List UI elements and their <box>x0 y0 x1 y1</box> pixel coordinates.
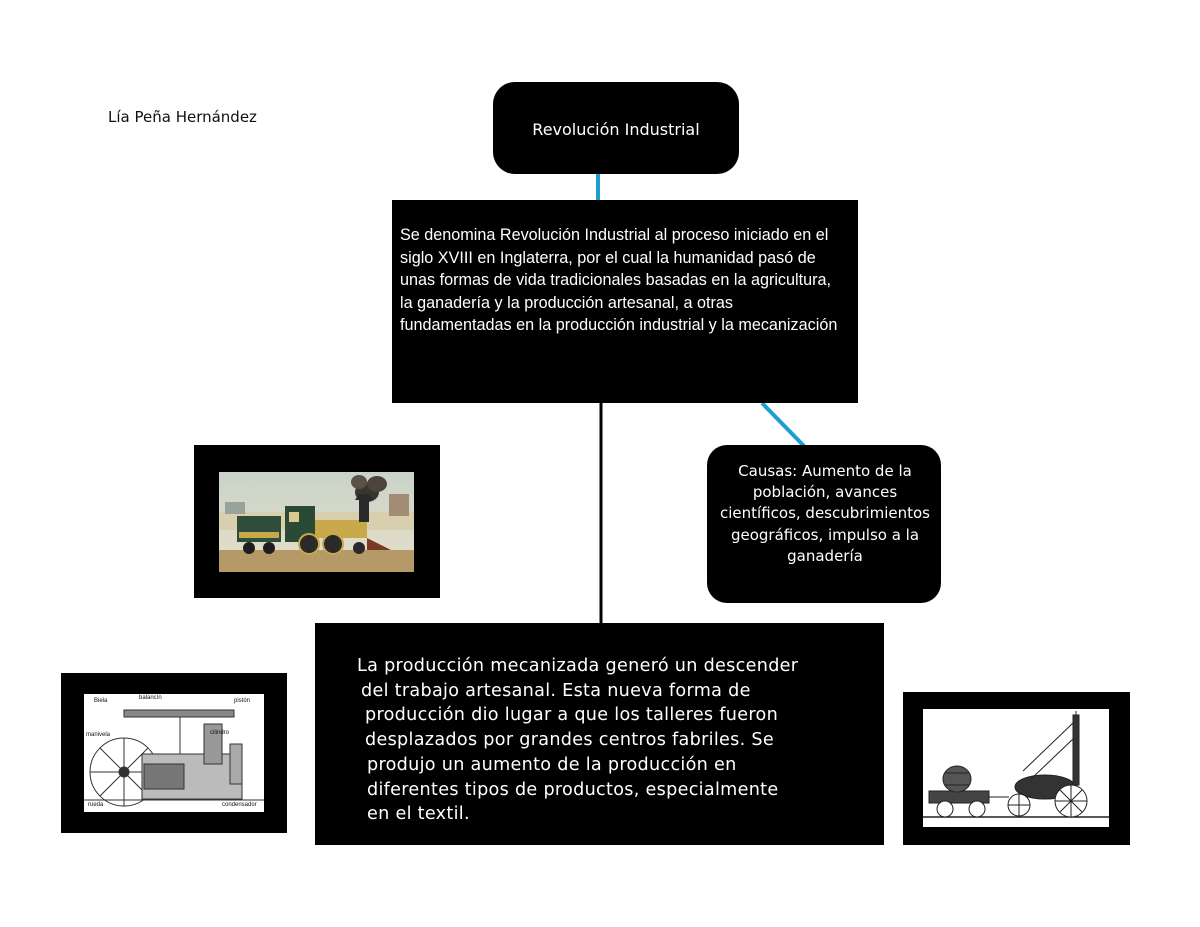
production-node <box>315 623 884 845</box>
steam-engine-drawing <box>84 694 264 812</box>
production-line: del trabajo artesanal. Esta nueva forma de <box>361 680 751 701</box>
engine-label-manivela: manivela <box>86 732 111 738</box>
engine-label-condensador: condensador <box>222 802 257 808</box>
engine-label-rueda: rueda <box>88 802 104 808</box>
author-name: Lía Peña Hernández <box>108 108 257 126</box>
steam-engine-diagram-frame <box>61 673 287 833</box>
engine-label-biela: Biela <box>94 698 108 704</box>
locomotive-painting-image <box>219 472 414 572</box>
definition-node <box>392 200 858 403</box>
engine-label-piston: pistón <box>234 698 251 704</box>
causes-node <box>707 445 941 603</box>
locomotive-painting-frame <box>194 445 440 598</box>
title-text: Revolución Industrial <box>532 119 700 139</box>
engine-label-balancin: balancín <box>139 695 162 701</box>
production-line: diferentes tipos de productos, especialmente <box>367 779 779 800</box>
rocket-locomotive-image <box>923 709 1109 827</box>
production-line: en el textil. <box>367 804 470 825</box>
production-line: desplazados por grandes centros fabriles. Se <box>365 730 774 751</box>
engine-label-cilindro: cilindro <box>210 730 230 736</box>
production-line: La producción mecanizada generó un descender <box>357 656 799 676</box>
title-node <box>493 82 739 174</box>
definition-text: Se denomina Revolución Industrial al proceso iniciado en el siglo XVIII en Inglaterra, por el cual la humanidad pasó de unas formas de vida tradicionales basadas en la agricultura, la ganadería y la producción artesanal, a otras fundamentadas en la producción industrial y la mecanización <box>400 226 838 335</box>
rocket-locomotive-frame <box>903 692 1130 845</box>
steam-engine-diagram <box>84 694 264 812</box>
production-line: producción dio lugar a que los talleres fueron <box>365 705 779 726</box>
definition-to-causes-connector <box>762 403 804 446</box>
production-line: produjo un aumento de la producción en <box>367 754 737 775</box>
causes-text: Causas: Aumento de la población, avances científicos, descubrimientos geográficos, impulso a la ganadería <box>720 462 930 565</box>
